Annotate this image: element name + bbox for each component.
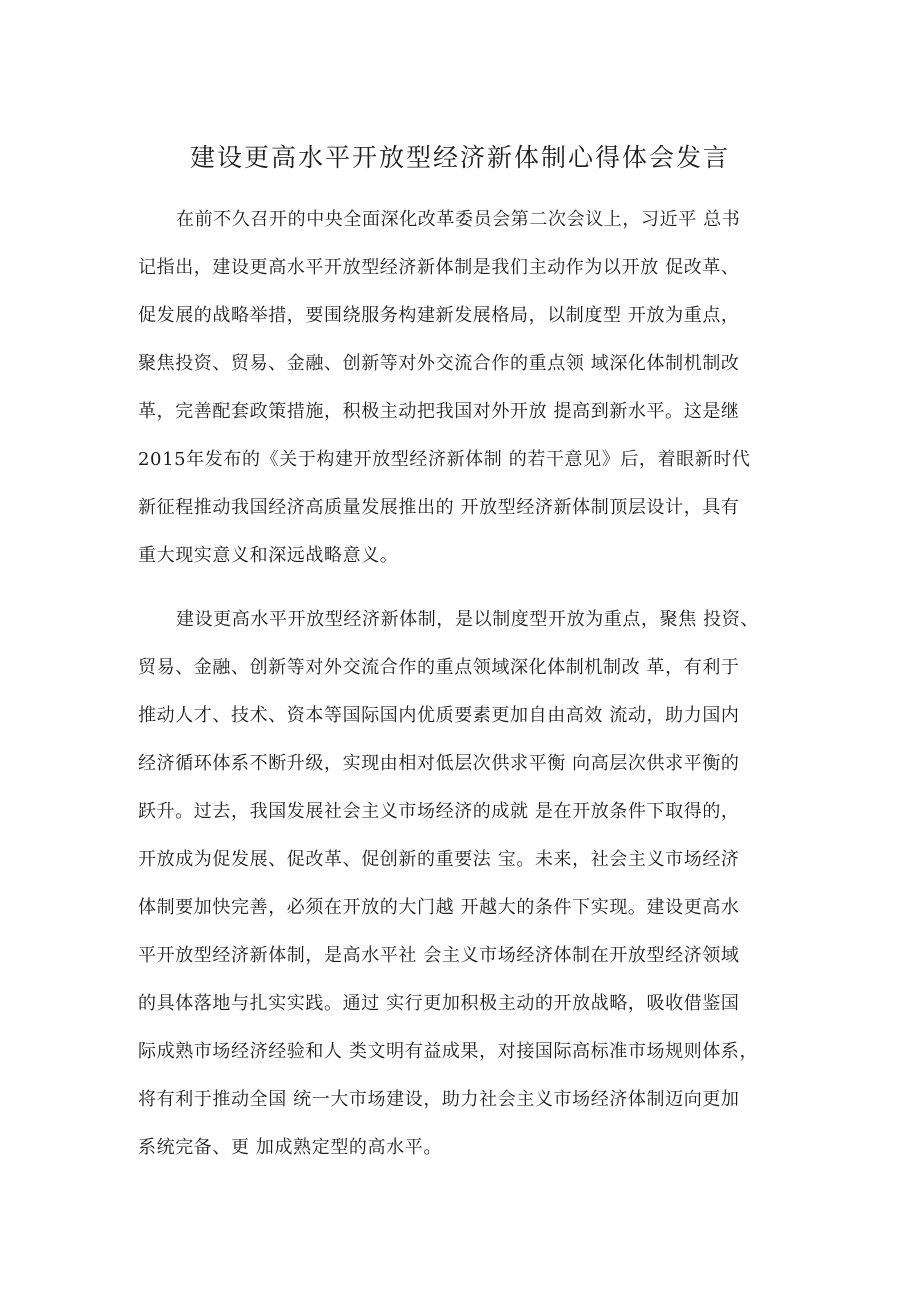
- document-title: 建设更高水平开放型经济新体制心得体会发言: [189, 143, 730, 172]
- paragraph-line: 平开放型经济新体制，是高水平社 会主义市场经济体制在开放型经济领域: [138, 945, 740, 966]
- paragraph-line: 贸易、金融、创新等对外交流合作的重点领域深化体制机制改 革，有利于: [138, 657, 740, 678]
- paragraph-line: 推动人才、技术、资本等国际国内优质要素更加自由高效 流动，助力国内: [138, 705, 740, 726]
- paragraph-line: 记指出，建设更高水平开放型经济新体制是我们主动作为以开放 促改革、: [138, 257, 740, 278]
- paragraph-line: 新征程推动我国经济高质量发展推出的 开放型经济新体制顶层设计，具有: [138, 497, 740, 518]
- paragraph-line: 体制要加快完善，必须在开放的大门越 开越大的条件下实现。建设更高水: [138, 897, 740, 918]
- paragraph-line: 2015年发布的《关于构建开放型经济新体制 的若干意见》后，着眼新时代: [138, 449, 751, 470]
- paragraph-line: 在前不久召开的中央全面深化改革委员会第二次会议上，习近平 总书: [176, 209, 741, 230]
- paragraph-line: 系统完备、更 加成熟定型的高水平。: [138, 1137, 442, 1158]
- paragraph-line: 开放成为促发展、促改革、促创新的重要法 宝。未来，社会主义市场经济: [138, 849, 740, 870]
- paragraph-line: 聚焦投资、贸易、金融、创新等对外交流合作的重点领 域深化体制机制改: [138, 353, 740, 374]
- paragraph-line: 将有利于推动全国 统一大市场建设，助力社会主义市场经济体制迈向更加: [138, 1089, 740, 1110]
- paragraph-line: 促发展的战略举措，要围绕服务构建新发展格局，以制度型 开放为重点，: [138, 305, 740, 326]
- paragraph-1: [138, 196, 798, 580]
- paragraph-line: 重大现实意义和深远战略意义。: [138, 545, 399, 566]
- paragraph-line: 经济循环体系不断升级，实现由相对低层次供求平衡 向高层次供求平衡的: [138, 753, 740, 774]
- paragraph-line: 跃升。过去，我国发展社会主义市场经济的成就 是在开放条件下取得的，: [138, 801, 740, 822]
- paragraph-line: 际成熟市场经济经验和人 类文明有益成果，对接国际高标准市场规则体系，: [138, 1041, 759, 1062]
- paragraph-2: [138, 596, 798, 1172]
- paragraph-line: 的具体落地与扎实实践。通过 实行更加积极主动的开放战略，吸收借鉴国: [138, 993, 740, 1014]
- paragraph-line: 建设更高水平开放型经济新体制，是以制度型开放为重点，聚焦 投资、: [176, 609, 759, 630]
- paragraph-line: 革，完善配套政策措施，积极主动把我国对外开放 提高到新水平。这是继: [138, 401, 740, 422]
